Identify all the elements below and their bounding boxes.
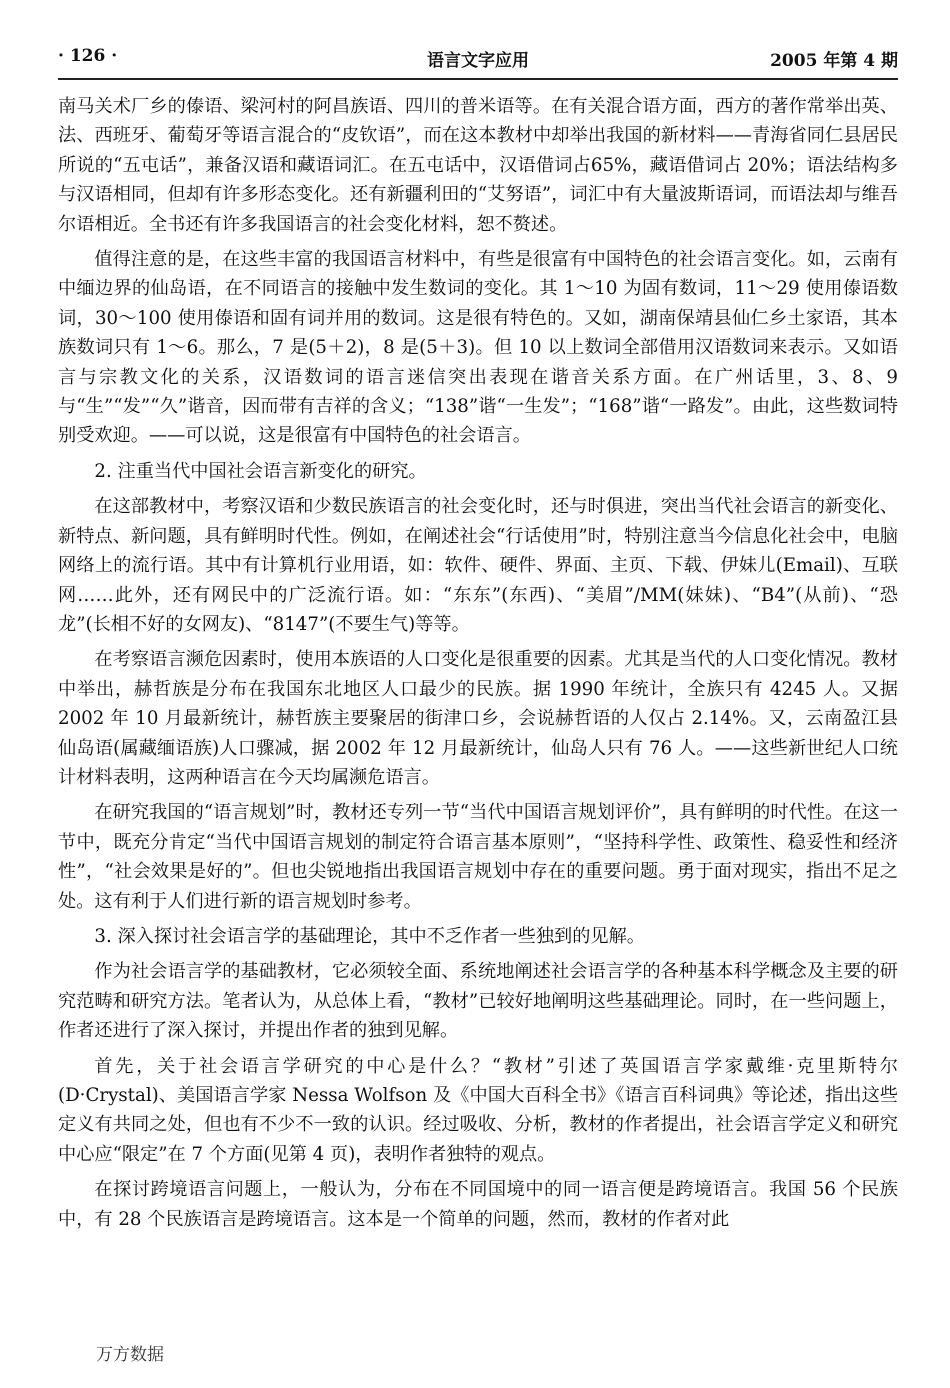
paragraph: 首先，关于社会语言学研究的中心是什么？“教材”引述了英国语言学家戴维·克里斯特尔(D·Crystal)、美国语言学家 Nessa Wolfson 及《中国大百科全书》《语言百科词典》等论述，指出这些定义有共同之处，但也有不少不一致的认识。经过吸收、分析，教材的作者提出，社会语言学定义和研究中心应“限定”在 7 个方面(见第 4 页)，表明作者独特的观点。 [58,1055,898,1165]
paragraph: 在研究我国的“语言规划”时，教材还专列一节“当代中国语言规划评价”，具有鲜明的时代性。在这一节中，既充分肯定“当代中国语言规划的制定符合语言基本原则”，“坚持科学性、政策性、稳妥性和经济性”，“社会效果是好的”。但也尖锐地指出我国语言规划中存在的重要问题。勇于面对现实，指出不足之处。这有利于人们进行新的语言规划时参考。 [58,802,898,912]
paragraph: 在这部教材中，考察汉语和少数民族语言的社会变化时，还与时俱进，突出当代社会语言的新变化、新特点、新问题，具有鲜明时代性。例如，在阐述社会“行话使用”时，特别注意当今信息化社会中，电脑网络上的流行语。其中有计算机行业用语，如：软件、硬件、界面、主页、下载、伊妹儿(Email)、互联网……此外，还有网民中的广泛流行语。如：“东东”(东西)、“美眉”/MM(妹妹)、“B4”(从前)、“恐龙”(长相不好的女网友)、“8147”(不要生气)等等。 [58,496,898,635]
section-heading: 3. 深入探讨社会语言学的基础理论，其中不乏作者一些独到的见解。 [94,925,645,947]
paragraph: 南马关术厂乡的傣语、梁河村的阿昌族语、四川的普米语等。在有关混合语方面，西方的著作常举出英、法、西班牙、葡萄牙等语言混合的“皮钦语”，而在这本教材中却举出我国的新材料——青海省同仁县居民所说的“五屯话”，兼备汉语和藏语词汇。在五屯话中，汉语借词占65%，藏语借词占 20%；语法结构多与汉语相同，但却有许多形态变化。还有新疆利田的“艾努语”，词汇中有大量波斯语词，而语法却与维吾尔语相近。全书还有许多我国语言的社会变化材料，恕不赘述。 [58,96,898,235]
watermark: 万方数据 [96,1345,164,1365]
running-header [58,40,898,74]
paragraph: 作为社会语言学的基础教材，它必须较全面、系统地阐述社会语言学的各种基本科学概念及主要的研究范畴和研究方法。笔者认为，从总体上看，“教材”已较好地阐明这些基础理论。同时，在一些问题上，作者还进行了深入探讨，并提出作者的独到见解。 [58,961,898,1042]
journal-title: 语言文字应用 [427,51,529,71]
paragraph: 在探讨跨境语言问题上，一般认为，分布在不同国境中的同一语言便是跨境语言。我国 56 个民族中，有 28 个民族语言是跨境语言。这本是一个简单的问题，然而，教材的作者对此 [58,1179,898,1230]
article-body [58,92,898,1240]
header-rule [58,78,898,80]
paragraph: 在考察语言濒危因素时，使用本族语的人口变化是很重要的因素。尤其是当代的人口变化情况。教材中举出，赫哲族是分布在我国东北地区人口最少的民族。据 1990 年统计，全族只有 4245 人。又据 2002 年 10 月最新统计，赫哲族主要聚居的街津口乡，会说赫哲语的人仅占 2.14%。又，云南盈江县仙岛语(属藏缅语族)人口骤减，据 2002 年 12 月最新统计，仙岛人只有 76 人。——这些新世纪人口统计材料表明，这两种语言在今天均属濒危语言。 [58,649,898,788]
issue-label: 2005 年第 4 期 [770,51,898,71]
section-heading: 2. 注重当代中国社会语言新变化的研究。 [94,460,427,482]
paragraph: 值得注意的是，在这些丰富的我国语言材料中，有些是很富有中国特色的社会语言变化。如，云南有中缅边界的仙岛语，在不同语言的接触中发生数词的变化。其 1～10 为固有数词，11～29 使用傣语数词，30～100 使用傣语和固有词并用的数词。这是很有特色的。又如，湖南保靖县仙仁乡土家语，其本族数词只有 1～6。那么，7 是(5＋2)，8 是(5＋3)。但 10 以上数词全部借用汉语数词来表示。又如语言与宗教文化的关系，汉语数词的语言迷信突出表现在谐音关系方面。在广州话里，3、8、9 与“生”“发”“久”谐音，因而带有吉祥的含义；“138”谐“一生发”；“168”谐“一路发”。由此，这些数词特别受欢迎。——可以说，这是很富有中国特色的社会语言。 [58,249,898,447]
page-number: · 126 · [58,46,118,66]
